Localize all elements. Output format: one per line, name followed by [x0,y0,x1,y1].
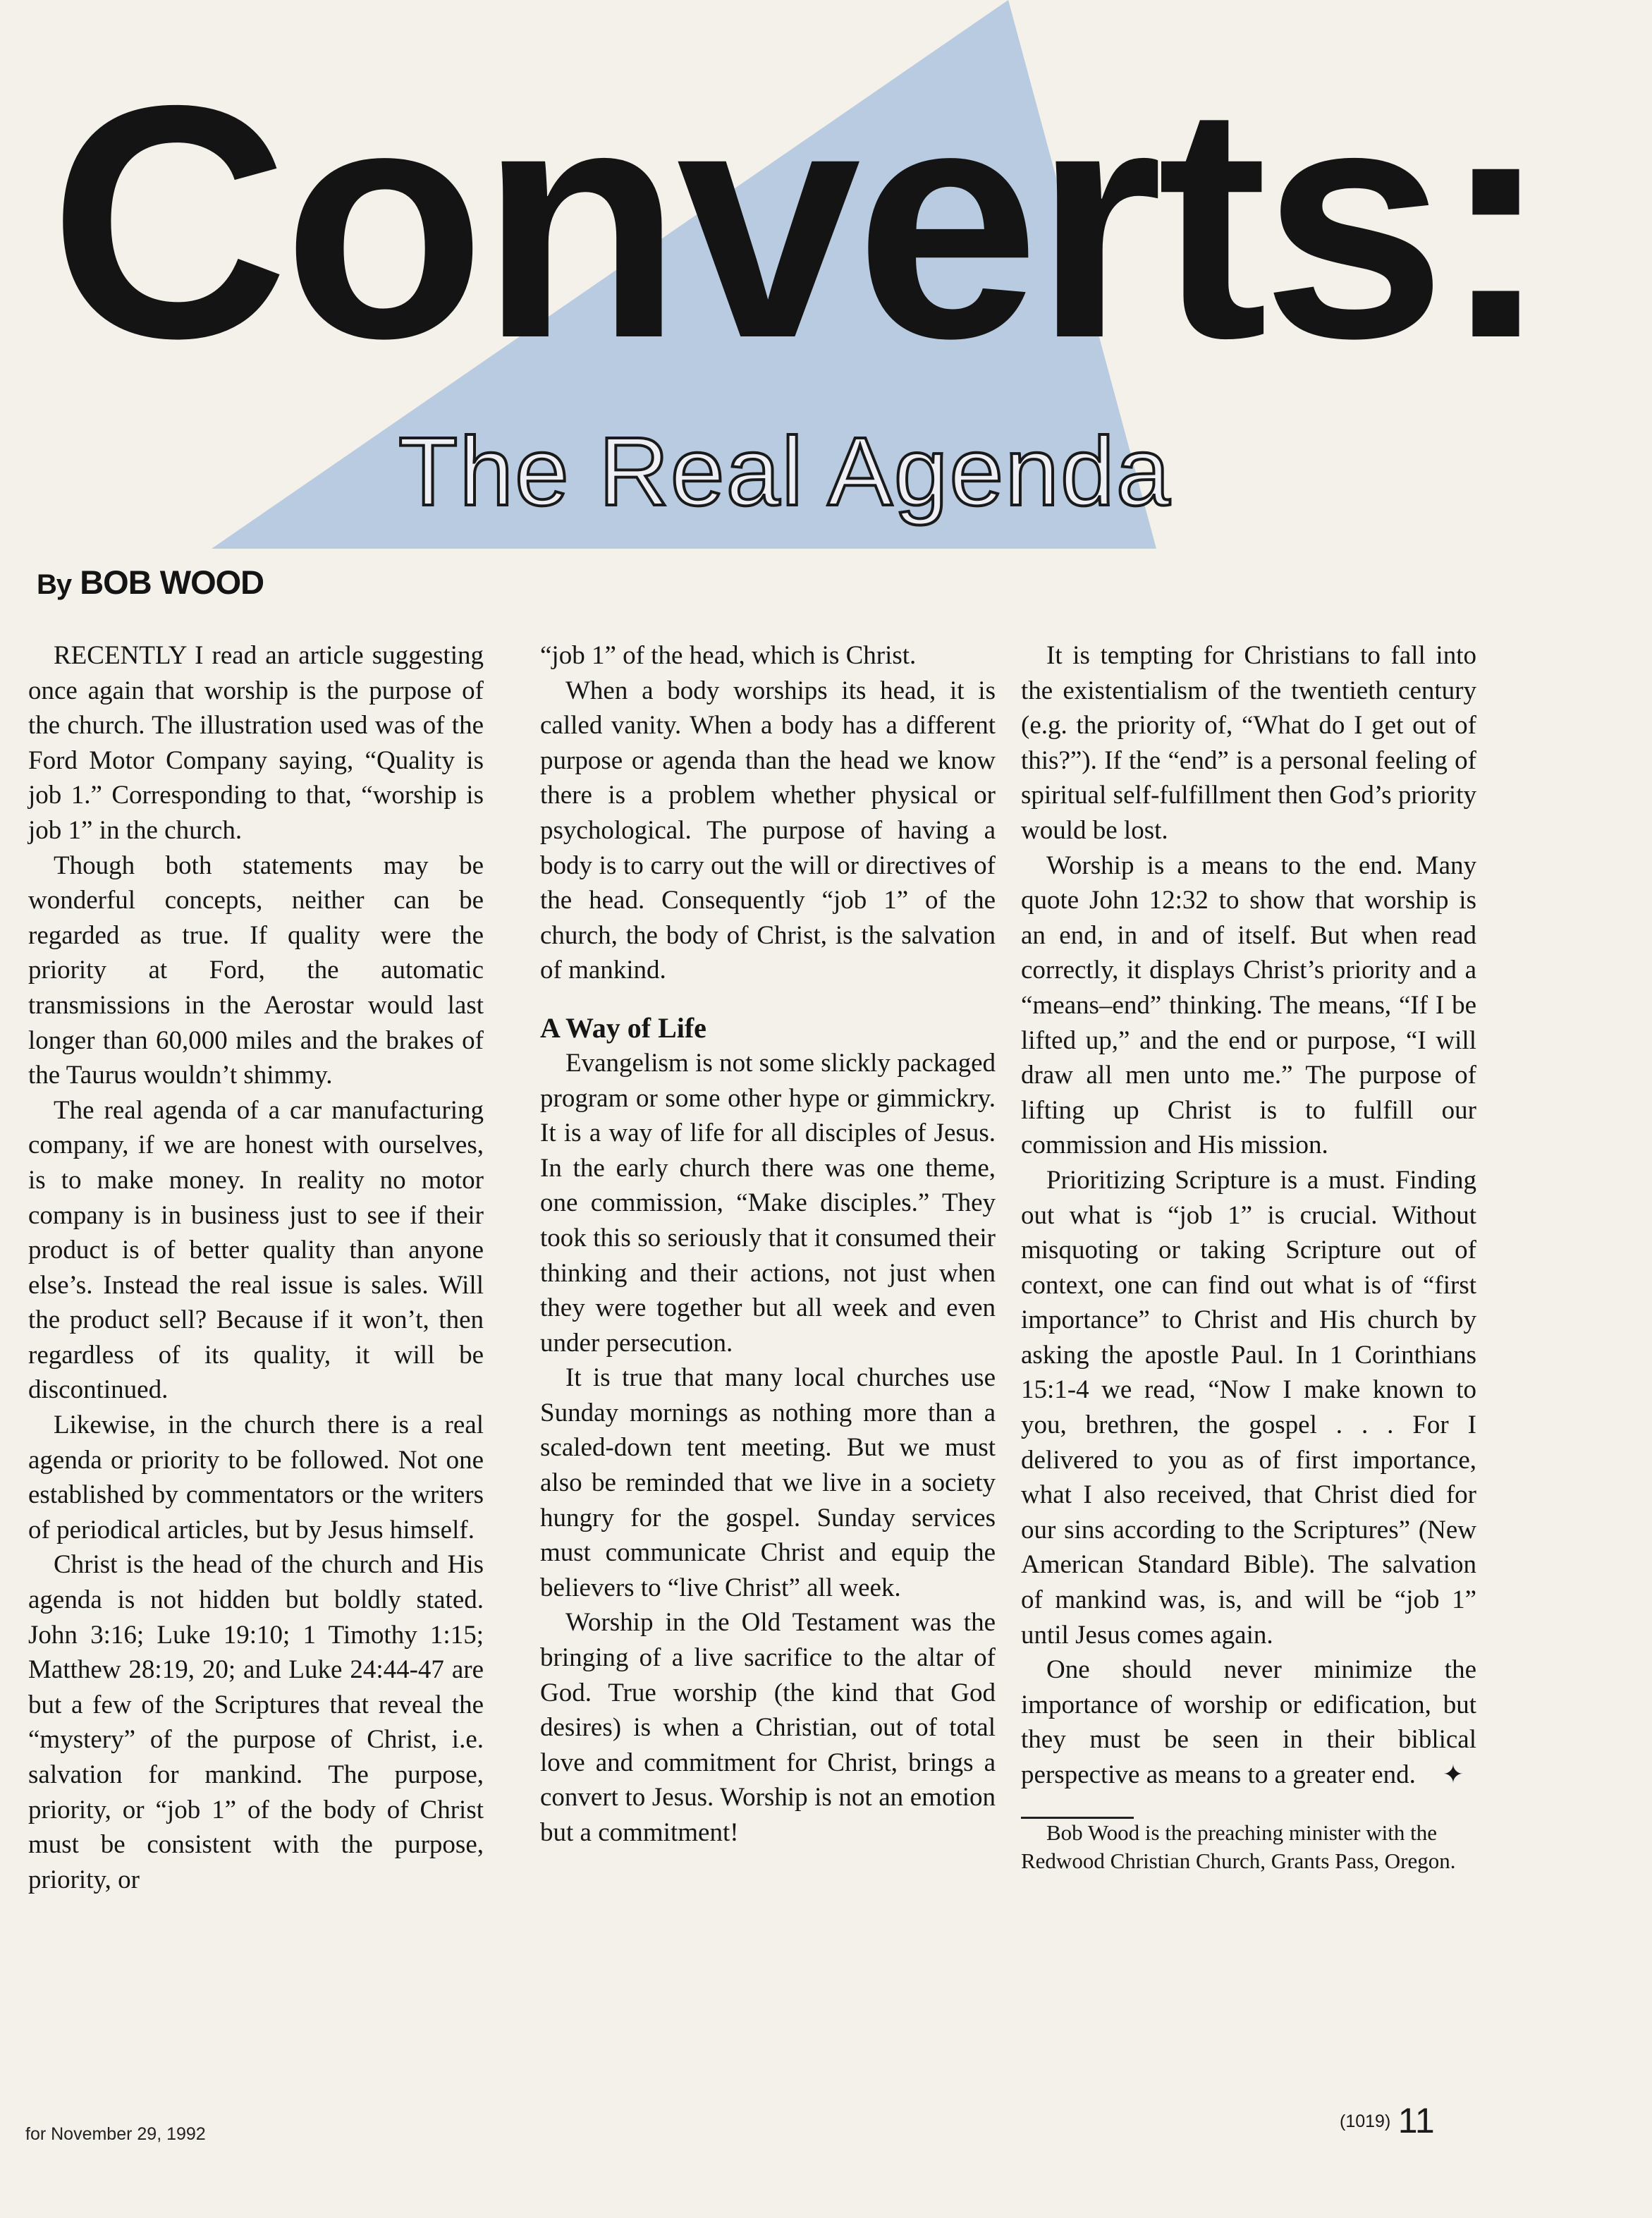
paragraph-text: Christ is the head of the church and His agenda is not hidden but boldly stated. John 3:16; Luke 19:10; 1 Timothy 1:15; Matthew 28:19, 20; and Luke 24:44-47 are but a few of the Scriptures that reveal the “mystery” of the purpose of Christ, i.e. salvation for mankind. The purpose, priority, or “job 1” of the body of Christ must be consistent with the purpose, priority, or [28,1550,484,1894]
paragraph [1021,848,1476,1163]
byline-prefix: By [37,569,72,600]
paragraph-text: Likewise, in the church there is a real agenda or priority to be followed. Not one established by commentators or the writers of periodical articles, but by Jesus himself. [28,1410,484,1544]
paragraph-text: A Way of Life [540,1011,706,1044]
page-footer [1340,2100,1435,2141]
paragraph-text: It is true that many local churches use Sunday mornings as nothing more than a scaled-down tent meeting. But we must also be reminded that we live in a society hungry for the gospel. Sunday services must communicate Christ and equip the believers to “live Christ” all week. [540,1363,996,1602]
paragraph-text: One should never minimize the importance of worship or edification, but they must be seen in their biblical perspective as means to a greater end. [1021,1655,1476,1789]
paragraph [1021,638,1476,848]
byline-author: BOB WOOD [80,563,264,601]
issue-number: (1019) [1340,2112,1391,2131]
paragraph [28,1547,484,1897]
article-column-3 [1021,638,1476,1875]
paragraph [540,1046,996,1360]
paragraph-text: Evangelism is not some slickly packaged program or some other hype or gimmickry. It is a way of life for all disciples of Jesus. In the early church there was one theme, one commission, “Make disciples.” They took this so seriously that it consumed their thinking and their actions, not just when they were together but all week and even under persecution. [540,1048,996,1358]
end-of-article-mark: ✦ [1442,1760,1464,1789]
section-heading [540,1011,996,1046]
paragraph [540,674,996,988]
author-footnote: Bob Wood is the preaching minister with the Redwood Christian Church, Grants Pass, Oregon. [1021,1820,1456,1873]
subhead: The Real Agenda [398,418,1172,526]
issue-date: for November 29, 1992 [25,2124,206,2144]
paragraph [540,1605,996,1850]
paragraph-text: Though both statements may be wonderful concepts, neither can be regarded as true. If quality were the priority at Ford, the automatic transmissions in the Aerostar would last longer than 60,000 miles and the brakes of the Taurus wouldn’t shimmy. [28,851,484,1090]
paragraph [540,1360,996,1605]
article-column-1 [28,638,484,1897]
paragraph [1021,1163,1476,1652]
byline [37,563,264,602]
paragraph-text: Worship in the Old Testament was the bringing of a live sacrifice to the altar of God. True worship (the kind that God desires) is when a Christian, out of total love and commitment for Christ, brings a convert to Jesus. Worship is not an emotion but a commitment! [540,1608,996,1847]
article-column-2 [540,638,996,1851]
paragraph-text: Prioritizing Scripture is a must. Finding out what is “job 1” is crucial. Without misquoting or taking Scripture out of context, one can find out what is of “first importance” to Christ and His church by asking the apostle Paul. In 1 Corinthians 15:1-4 we read, “Now I make known to you, brethren, the gospel . . . For I delivered to you as of first importance, what I also received, that Christ died for our sins according to the Scriptures” (New American Standard Bible). The salvation of mankind was, is, and will be “job 1” until Jesus comes again. [1021,1165,1476,1650]
paragraph [28,1408,484,1547]
paragraph [1021,1652,1476,1792]
paragraph-text: RECENTLY I read an article suggesting once again that worship is the purpose of the church. The illustration used was of the Ford Motor Company saying, “Quality is job 1.” Corresponding to that, “worship is job 1” in the church. [28,641,484,845]
paragraph-text: When a body worships its head, it is called vanity. When a body has a different purpose or agenda than the head we know there is a problem whether physical or psychological. The purpose of having a body is to carry out the will or directives of the head. Consequently “job 1” of the church, the body of Christ, is the salvation of mankind. [540,676,996,985]
page-number: 11 [1397,2101,1435,2140]
paragraph-text: It is tempting for Christians to fall into the existentialism of the twentieth century (e.g. the priority of, “What do I get out of this?”). If the “end” is a personal feeling of spiritual self-fulfillment then God’s priority would be lost. [1021,641,1476,845]
paragraph [28,848,484,1093]
headline: Converts: [49,37,1546,407]
paragraph-text: Worship is a means to the end. Many quote John 12:32 to show that worship is an end, in and of itself. But when read correctly, it displays Christ’s priority and a “means–end” thinking. The means, “If I be lifted up,” and the end or purpose, “I will draw all men unto me.” The purpose of lifting up Christ is to fulfill our commission and His mission. [1021,851,1476,1160]
paragraph [28,638,484,848]
paragraph-text: “job 1” of the head, which is Christ. [540,641,917,670]
paragraph [28,1093,484,1408]
paragraph-text: The real agenda of a car manufacturing company, if we are honest with ourselves, is to make money. In reality no motor company is in business just to see if their product is of better quality than anyone else’s. Instead the real issue is sales. Will the product sell? Because if it won’t, then regardless of its quality, it will be discontinued. [28,1095,484,1405]
paragraph [540,638,996,674]
